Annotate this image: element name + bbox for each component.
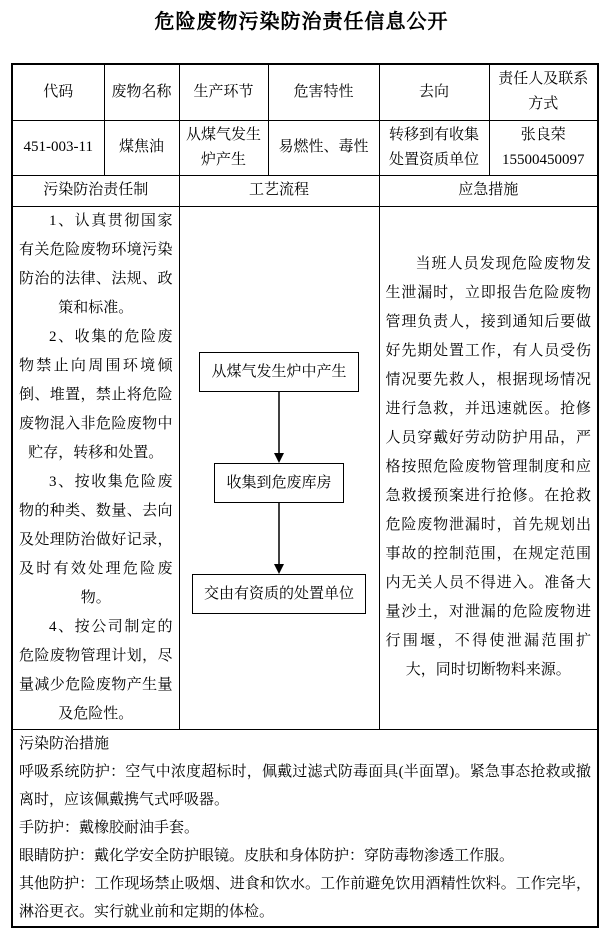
measures-cell bbox=[12, 729, 598, 927]
header-production-stage: 生产环节 bbox=[179, 64, 268, 120]
section-process-title: 工艺流程 bbox=[179, 175, 379, 206]
measure-hand: 手防护：戴橡胶耐油手套。 bbox=[19, 819, 200, 836]
cell-destination: 转移到有收集处置资质单位 bbox=[379, 120, 489, 175]
section-content-row bbox=[12, 206, 598, 729]
flowchart bbox=[186, 322, 373, 614]
header-destination: 去向 bbox=[379, 64, 489, 120]
waste-data-row bbox=[12, 120, 598, 175]
header-code: 代码 bbox=[12, 64, 104, 120]
cell-contact bbox=[489, 120, 598, 175]
process-flowchart bbox=[179, 206, 379, 729]
measures-title: 污染防治措施 bbox=[19, 735, 110, 752]
responsibility-table bbox=[11, 63, 599, 928]
responsibility-paragraph-4: 4、按公司制定的危险废物管理计划，尽量减少危险废物产生量及危险性。 bbox=[19, 618, 173, 722]
cell-production-stage: 从煤气发生炉产生 bbox=[179, 120, 268, 175]
section-emergency-title: 应急措施 bbox=[379, 175, 598, 206]
header-row bbox=[12, 64, 598, 120]
responsibility-paragraph-3: 3、按收集危险废物的种类、数量、去向及处理防治做好记录，及时有效处理危险废物。 bbox=[19, 473, 173, 606]
cell-code: 451-003-11 bbox=[12, 120, 104, 175]
flow-step-2-box: 收集到危废库房 bbox=[214, 463, 343, 503]
responsibility-text bbox=[12, 206, 179, 729]
measure-respiratory: 呼吸系统防护：空气中浓度超标时，佩戴过滤式防毒面具(半面罩)。紧急事态抢救或撤离时，应该佩戴携气式呼吸器。 bbox=[19, 763, 591, 808]
responsibility-paragraph-2: 2、收集的危险废物禁止向周围环境倾倒、堆置，禁止将危险废物混入非危险废物中贮存，转移和处置。 bbox=[19, 328, 173, 461]
contact-name: 张良荣 bbox=[520, 126, 566, 143]
flow-step-3-box: 交由有资质的处置单位 bbox=[192, 574, 366, 614]
measure-eye-skin: 眼睛防护：戴化学安全防护眼镜。皮肤和身体防护：穿防毒物渗透工作服。 bbox=[19, 847, 515, 864]
responsibility-paragraph-1: 1、认真贯彻国家有关危险废物环境污染防治的法律、法规、政策和标准。 bbox=[19, 212, 173, 316]
page-title: 危险废物污染防治责任信息公开 bbox=[154, 11, 449, 33]
down-arrow-icon bbox=[272, 392, 286, 463]
emergency-text bbox=[379, 206, 598, 729]
cell-waste-name: 煤焦油 bbox=[104, 120, 179, 175]
header-waste-name: 废物名称 bbox=[104, 64, 179, 120]
flow-step-1-box: 从煤气发生炉中产生 bbox=[199, 352, 358, 392]
section-responsibility-title: 污染防治责任制 bbox=[12, 175, 179, 206]
section-title-row bbox=[12, 175, 598, 206]
cell-hazard: 易燃性、毒性 bbox=[268, 120, 379, 175]
measures-row bbox=[12, 729, 598, 927]
down-arrow-icon bbox=[272, 503, 286, 574]
header-contact: 责任人及联系方式 bbox=[489, 64, 598, 120]
emergency-paragraph: 当班人员发现危险废物发生泄漏时，立即报告危险废物管理负责人，接到通知后要做好先期处置工作，有人员受伤情况要先救人，根据现场情况进行急救，并迅速就医。抢修人员穿戴好劳动防护用品，严格按照危险废物管理制度和应急救援预案进行抢修。在抢救危险废物泄漏时，首先规划出事故的控制范围，在规定范围内无关人员不得进入。准备大量沙土，对泄漏的危险废物进行围堰，不得使泄漏范围扩大，同时切断物料来源。 bbox=[385, 256, 591, 678]
header-hazard: 危害特性 bbox=[268, 64, 379, 120]
measure-other: 其他防护：工作现场禁止吸烟、进食和饮水。工作前避免饮用酒精性饮料。工作完毕，淋浴更衣。实行就业前和定期的体检。 bbox=[19, 875, 591, 920]
contact-phone: 15500450097 bbox=[502, 151, 585, 168]
